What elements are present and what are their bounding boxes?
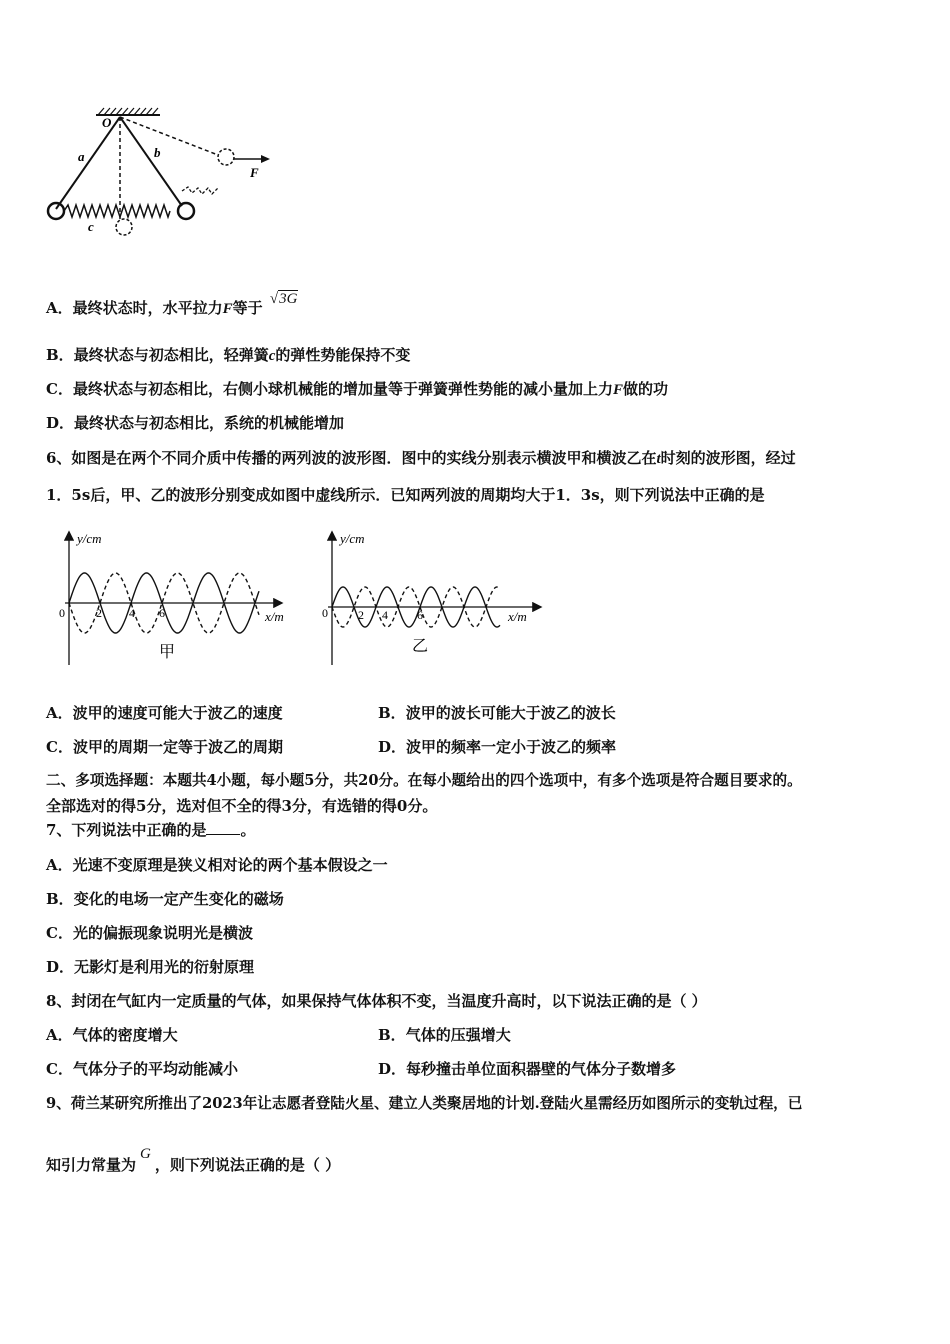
yi-tick-4: 4 bbox=[382, 608, 388, 622]
q5-option-c: C．最终状态与初态相比，右侧小球机械能的增加量等于弹簧弹性势能的减小量加上力F做的功 bbox=[46, 380, 668, 398]
jia-caption: 甲 bbox=[159, 644, 176, 661]
q8-option-c: C．气体分子的平均动能减小 bbox=[46, 1060, 238, 1078]
q6-stem-line1: 6、如图是在两个不同介质中传播的两列波的波形图．图中的实线分别表示横波甲和横波乙在t时刻的波形图，经过 bbox=[46, 449, 796, 467]
wave-graph-yi bbox=[318, 525, 558, 675]
label-a: a bbox=[78, 149, 85, 164]
section2-heading-line2: 全部选对的得5分，选对但不全的得3分，有选错的得0分。 bbox=[46, 797, 438, 815]
yi-tick-6: 6 bbox=[417, 608, 423, 622]
q6-option-b: B．波甲的波长可能大于波乙的波长 bbox=[378, 704, 616, 722]
q6-option-c: C．波甲的周期一定等于波乙的周期 bbox=[46, 738, 283, 756]
q5-option-a: A．最终状态时，水平拉力F等于 √3G bbox=[46, 291, 298, 317]
jia-tick-6: 6 bbox=[159, 606, 165, 620]
q7-option-d: D．无影灯是利用光的衍射原理 bbox=[46, 958, 255, 976]
q9-stem-line2: 知引力常量为G，则下列说法正确的是（ ） bbox=[46, 1146, 341, 1174]
q7-option-a: A．光速不变原理是狭义相对论的两个基本假设之一 bbox=[46, 856, 388, 874]
jia-tick-4: 4 bbox=[129, 606, 135, 620]
q6-option-a: A．波甲的速度可能大于波乙的速度 bbox=[46, 704, 283, 722]
q6-option-d: D．波甲的频率一定小于波乙的频率 bbox=[378, 738, 617, 756]
q7-option-b: B．变化的电场一定产生变化的磁场 bbox=[46, 890, 284, 908]
yi-tick-2: 2 bbox=[358, 608, 364, 622]
answer-blank bbox=[206, 820, 240, 835]
q7-option-c: C．光的偏振现象说明光是横波 bbox=[46, 924, 253, 942]
label-F: F bbox=[250, 165, 259, 180]
jia-tick-2: 2 bbox=[96, 606, 102, 620]
q5-option-b: B．最终状态与初态相比，轻弹簧c的弹性势能保持不变 bbox=[46, 346, 411, 364]
q6-stem-line2: 1．5s后，甲、乙的波形分别变成如图中虚线所示．已知两列波的周期均大于1．3s，则下列说法中正确的是 bbox=[46, 486, 765, 504]
jia-xlabel: x/m bbox=[265, 609, 284, 624]
wave-graph-jia bbox=[55, 525, 315, 675]
q9-stem-line1: 9、荷兰某研究所推出了2023年让志愿者登陆火星、建立人类聚居地的计划.登陆火星需经历如图所示的变轨过程，已 bbox=[46, 1095, 803, 1112]
q7-stem: 7、下列说法中正确的是 。 bbox=[46, 821, 256, 839]
sqrt-expression: √3G bbox=[269, 291, 298, 307]
yi-xlabel: x/m bbox=[508, 609, 527, 624]
yi-origin: 0 bbox=[322, 606, 328, 620]
q5-option-d: D．最终状态与初态相比，系统的机械能增加 bbox=[46, 414, 345, 432]
label-O: O bbox=[102, 115, 112, 130]
jia-origin: 0 bbox=[59, 606, 65, 620]
jia-ylabel: y/cm bbox=[77, 531, 102, 546]
spring-pendulum-figure bbox=[40, 105, 280, 255]
label-c: c bbox=[88, 219, 94, 234]
q8-option-d: D．每秒撞击单位面积器壁的气体分子数增多 bbox=[378, 1060, 677, 1078]
q8-option-b: B．气体的压强增大 bbox=[378, 1026, 511, 1044]
q8-option-a: A．气体的密度增大 bbox=[46, 1026, 178, 1044]
yi-caption: 乙 bbox=[412, 638, 429, 655]
q8-stem: 8、封闭在气缸内一定质量的气体，如果保持气体体积不变，当温度升高时，以下说法正确的是（ ） bbox=[46, 992, 707, 1010]
yi-ylabel: y/cm bbox=[340, 531, 365, 546]
section2-heading-line1: 二、多项选择题：本题共4小题，每小题5分，共20分。在每小题给出的四个选项中，有多个选项是符合题目要求的。 bbox=[46, 772, 802, 789]
label-b: b bbox=[154, 145, 161, 160]
